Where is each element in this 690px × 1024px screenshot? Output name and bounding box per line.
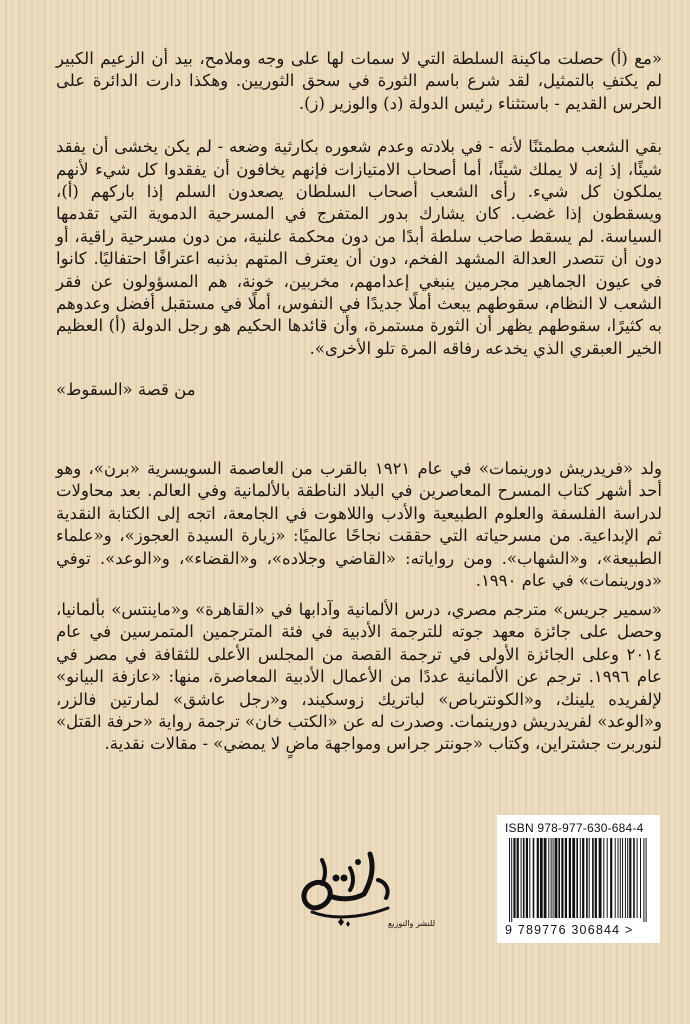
barcode-bar (533, 838, 535, 918)
barcode-bar (618, 838, 619, 918)
barcode-bar (544, 838, 547, 918)
barcode-bar (537, 838, 539, 918)
barcode-bar (572, 838, 575, 918)
barcode-bar (580, 838, 581, 918)
barcode-bar (640, 838, 641, 918)
isbn-number: ISBN 978-977-630-684-4 (505, 821, 644, 835)
barcode-bar (633, 838, 635, 918)
barcode-bar (551, 838, 552, 918)
translator-bio (56, 599, 662, 756)
barcode-bar (569, 838, 571, 918)
author-bio (56, 458, 662, 592)
translator-bio-text: «سمير جريس» مترجم مصري، درس الألمانية وآدابها في «القاهرة» و«ماينتس» بألمانيا، وحصل على جائزة معهد جوته للترجمة الأدبية في فئة المترجمين المتمرسين في عام ٢٠١٤ وعلى الجائزة الأولى في ترجمة القصة من المجلس الأعلى للثقافة في مصر في عام ١٩٩٦. ترجم عن الألمانية عددًا من الأعمال الأدبية المعاصرة، منها: «عازفة البيانو» لإلفريده يلينك، و«الكونترباص» لباتريك زوسكيند، و«رجل عاشق» لمارتين فالزر، و«الوعد» لفريدريش دورينمات. وصدرت له عن «الكتب خان» ترجمة رواية «حرفة القتل» لنوربرت جشتراين، وكتاب «جونتر جراس ومواجهة ماضٍ لا يمضي» - مقالات نقدية. (56, 600, 662, 754)
author-bio-text: ولد «فريدريش دورينمات» في عام ١٩٢١ بالقرب من العاصمة السويسرية «برن»، وهو أحد أشهر كتاب المسرح المعاصرين في البلاد الناطقة بالألمانية وفي العالم. بعد محاولات لدراسة الفلسفة والعلوم الطبيعية والأدب واللاهوت في الجامعة، اتجه إلى الكتابة النقدية ثم الإبداعية. من مسرحياته التي حققت نجاحًا عالميًا: «زيارة السيدة العجوز»، و«علماء الطبيعة»، و«الشهاب». ومن رواياته: «القاضي وجلاده»، و«القضاء»، و«الوعد». توفي «دورينمات» في عام ١٩٩٠. (56, 459, 662, 591)
svg-text:للنشر والتوزيع: للنشر والتوزيع (388, 919, 436, 928)
barcode-bar (582, 838, 584, 918)
barcode-bar (529, 838, 530, 918)
barcode-bar (565, 838, 567, 918)
barcode-bar (637, 838, 638, 918)
barcode-bar (561, 838, 563, 918)
barcode-bar (646, 838, 647, 922)
barcode-bar (607, 838, 608, 918)
barcode-bar (610, 838, 612, 918)
barcode-bar (576, 838, 578, 918)
barcode-bar (620, 838, 621, 918)
back-cover-blurb (56, 48, 662, 402)
barcode-bar (509, 838, 510, 922)
barcode-bar (592, 838, 594, 918)
blurb-paragraph-2: بقي الشعب مطمئنًا لأنه - في بلادته وعدم شعوره بكارثية وضعه - لم يكن يخشى أن يفقد شيئًا، إذ إنه لا يملك شيئًا، أما أصحاب الامتيازات فإنهم يخافون أن يفقدوا كل شيء لأنهم يملكون كل شيء. رأى الشعب أصحاب السلطان يصعدون السلم إذا باركهم (أ)، ويسقطون إذا غضب. كان يشارك بدور المتفرج في المسرحية الدموية التي تقدمها السياسة. لم يسقط صاحب سلطة أبدًا من دون محكمة علنية، من دون مسرحية راقية، أو دون أن تتصدر العدالة المشهد الفخم، دون أن يعترف المتهم بذنبه اعترافًا احتفاليًا. كانوا في عيون الجماهير مجرمين ينبغي إعدامهم، مخربين، خونة، هم المسؤولون عن فقر الشعب لا النظام، سقوطهم يبعث أملًا جديدًا في النفوس، أملًا في مستقبل أفضل وعدوهم به كثيرًا، سقوطهم يظهر أن الثورة مستمرة، وأن قائدها الحكيم هو رجل الدولة (أ) العظيم الخير العبقري الذي يخدعه رفاقه المرة تلو الأخرى». (56, 137, 662, 358)
barcode-bar (553, 838, 554, 918)
barcode-bar (555, 838, 558, 918)
barcode-bar (523, 838, 525, 918)
barcode-icon (505, 838, 652, 922)
barcode-digits: 9 789776 306844 > (505, 923, 634, 937)
barcode-bar (603, 838, 604, 918)
barcode-bar (629, 838, 631, 918)
barcode-bar (540, 838, 543, 918)
barcode-bar (517, 838, 519, 918)
barcode-bar (548, 838, 549, 918)
barcode-bar (595, 838, 597, 918)
barcode-bar (511, 838, 512, 922)
blurb-source: من قصة «السقوط» (56, 380, 196, 400)
barcode-bar (627, 838, 628, 918)
barcode-bar (625, 838, 626, 918)
isbn-barcode-label (497, 815, 660, 943)
barcode-bar (558, 838, 560, 918)
barcode-bar (643, 838, 644, 922)
barcode-bar (586, 838, 588, 918)
kotob-khan-logo-icon (292, 850, 436, 932)
barcode-bar (513, 838, 515, 918)
barcode-bar (615, 838, 616, 918)
barcode-bar (622, 838, 623, 918)
barcode-bar (589, 838, 590, 918)
barcode-bar (599, 838, 602, 918)
barcode-bar (521, 838, 522, 918)
barcode-bar (526, 838, 528, 918)
blurb-paragraph-1: «مع (أ) حصلت ماكينة السلطة التي لا سمات لها على وجه وملامح، بيد أن الزعيم الكبير لم يكتفِ بالتمثيل، لقد شرع باسم الثورة في سحق الثوريين. وهكذا دارت الدائرة على الحرس القديم - باستثناء رئيس الدولة (د) والوزير (ز). (56, 49, 662, 113)
